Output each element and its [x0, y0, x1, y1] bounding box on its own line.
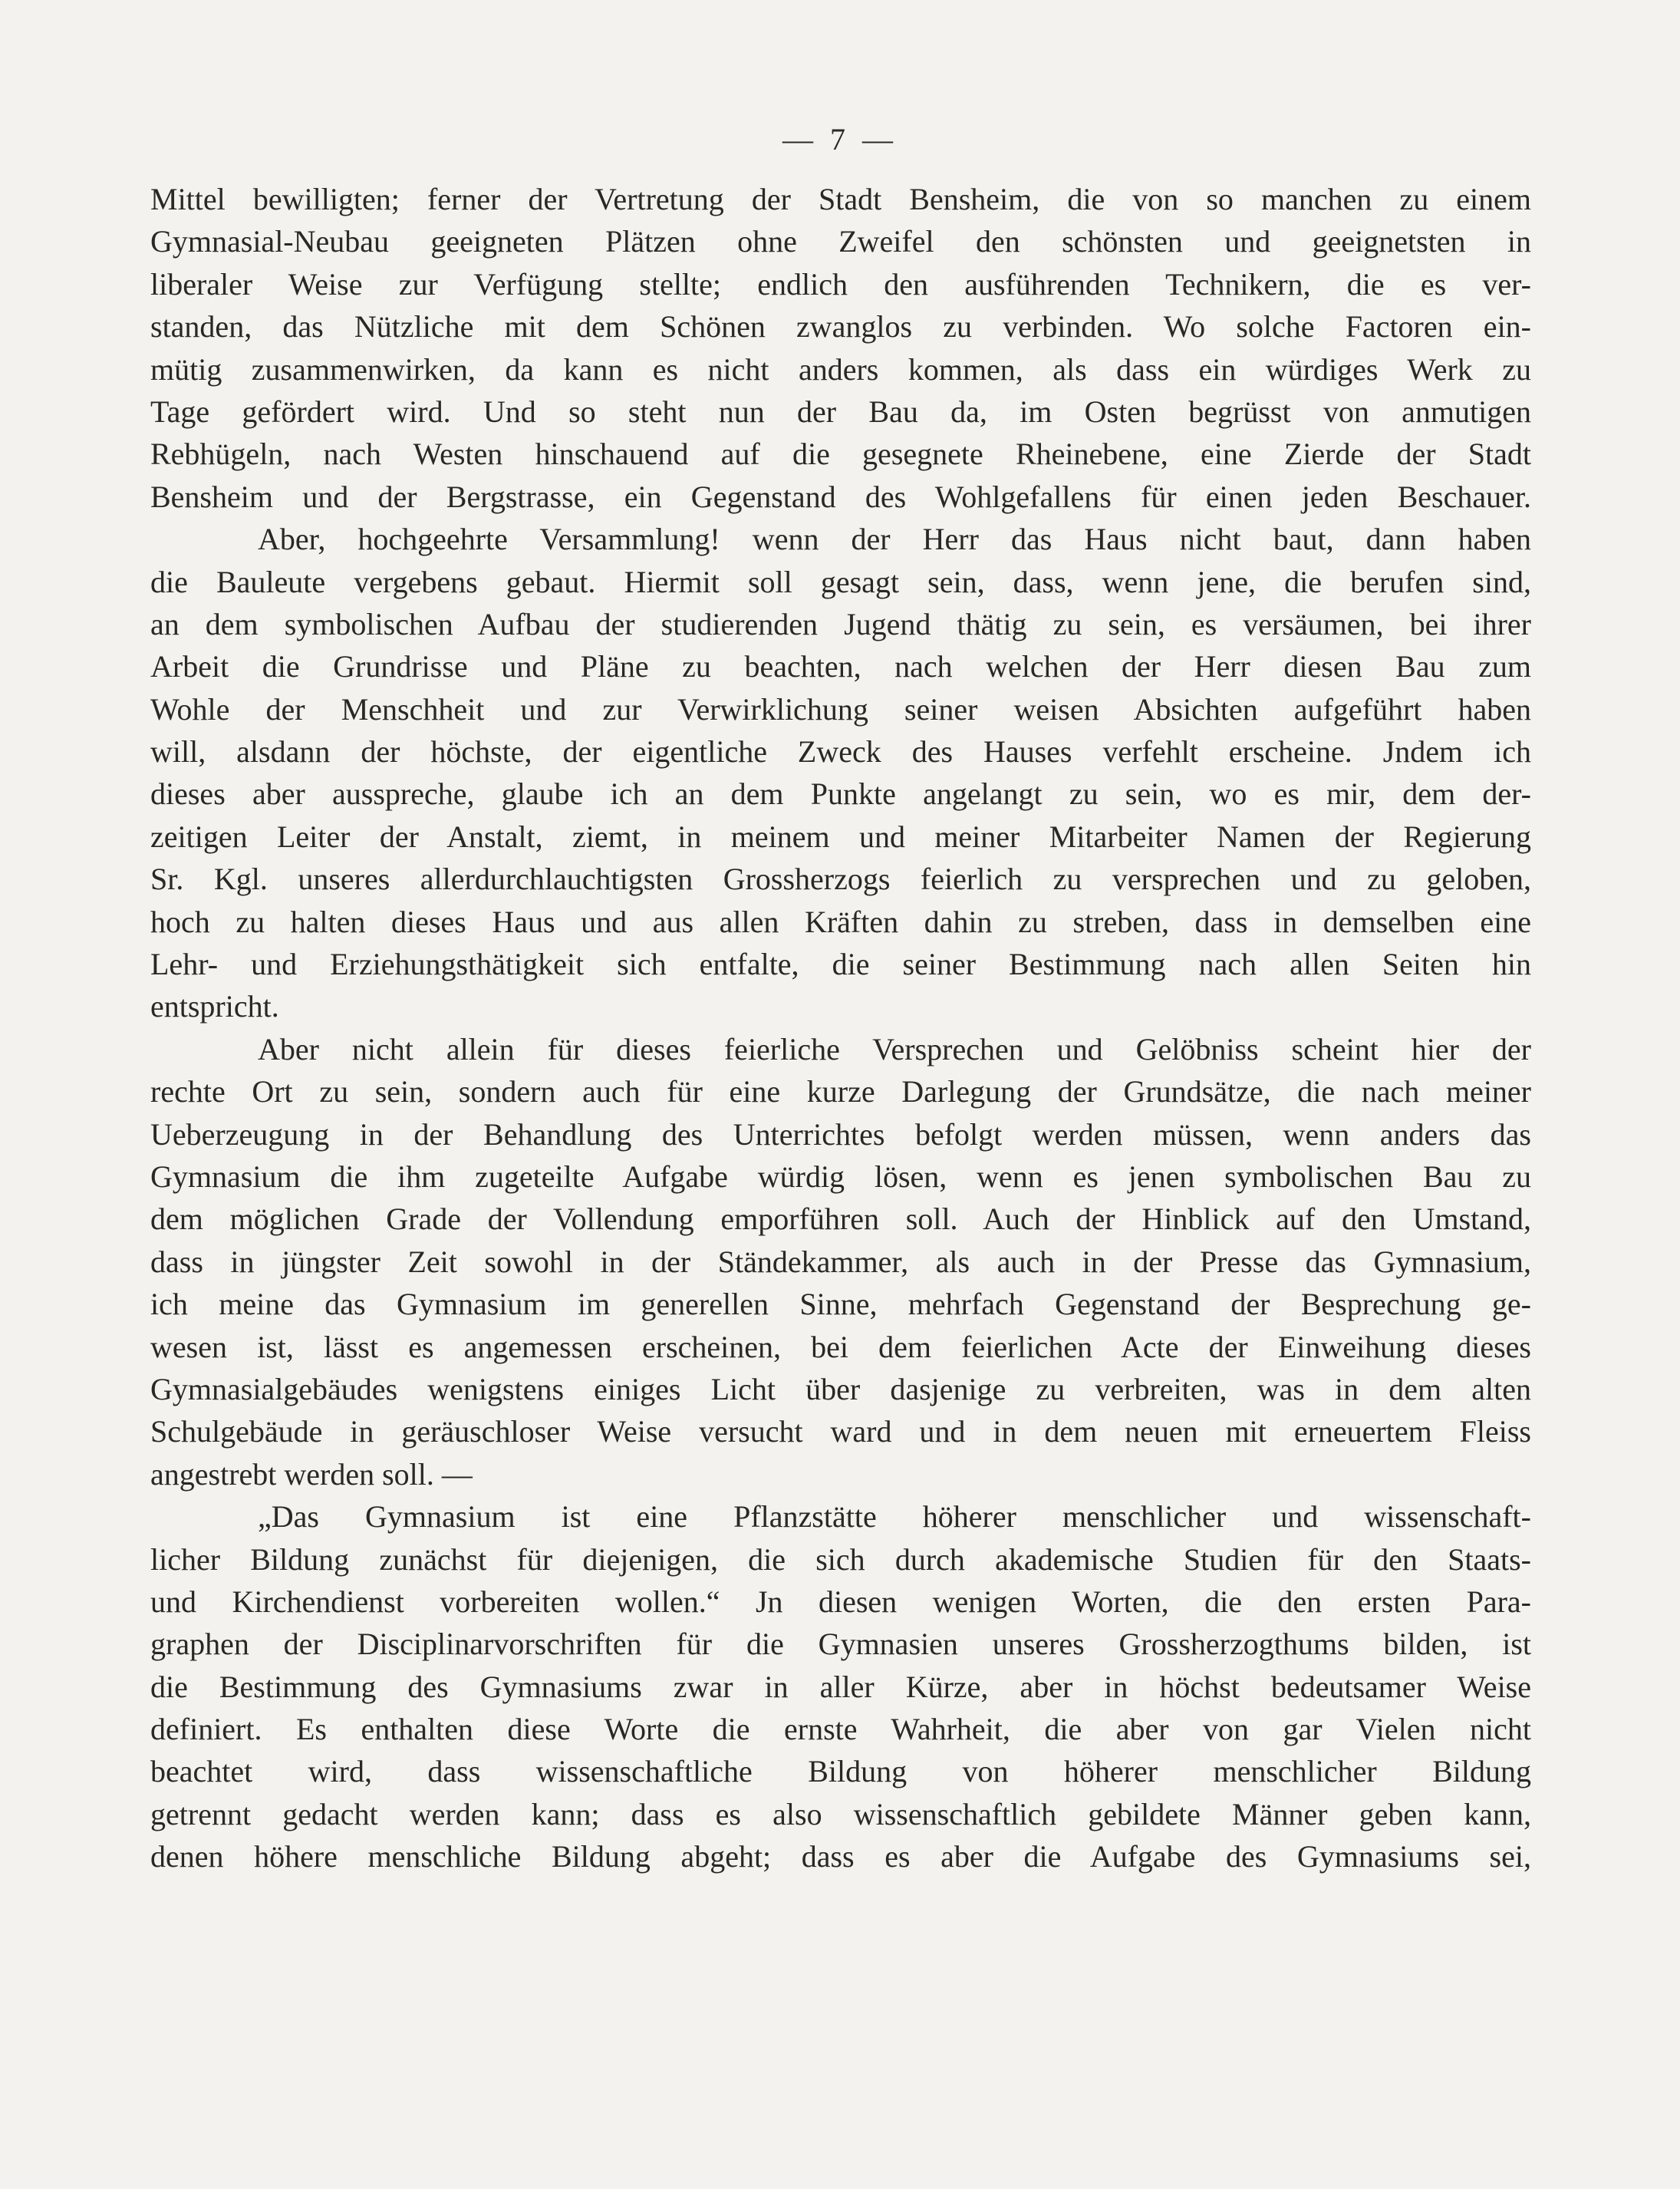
text-line: Aber nicht allein für dieses feierliche Versprechen und Gelöbniss scheint hier der: [258, 1031, 1531, 1066]
paragraph-3: [150, 1028, 1531, 1495]
text-line: Mittel bewilligten; ferner der Vertretung der Stadt Bensheim, die von so manchen zu einem: [150, 182, 1531, 216]
text-line: graphen der Disciplinarvorschriften für die Gymnasien unseres Grossherzogthums bilden, ist: [150, 1627, 1531, 1662]
text-line: und Kirchendienst vorbereiten wollen.“ Jn diesen wenigen Worten, die den ersten Para-: [150, 1584, 1531, 1619]
text-line: Gymnasial-Neubau geeigneten Plätzen ohne Zweifel den schönsten und geeignetsten in: [150, 224, 1531, 259]
text-line: mütig zusammenwirken, da kann es nicht anders kommen, als dass ein würdiges Werk zu: [150, 351, 1531, 387]
paragraph-2: [150, 518, 1531, 1028]
text-line: denen höhere menschliche Bildung abgeht; dass es aber die Aufgabe des Gymnasiums sei,: [150, 1839, 1531, 1874]
text-line: entspricht.: [150, 989, 279, 1024]
text-line: wesen ist, lässt es angemessen erscheinen, bei dem feierlichen Acte der Einweihung dieses: [150, 1329, 1531, 1364]
text-line: an dem symbolischen Aufbau der studierenden Jugend thätig zu sein, es versäumen, bei ihrer: [150, 606, 1531, 641]
text-line: Bensheim und der Bergstrasse, ein Gegenstand des Wohlgefallens für einen jeden Beschauer.: [150, 479, 1531, 514]
text-line: Gymnasialgebäudes wenigstens einiges Licht über dasjenige zu verbreiten, was in dem alten: [150, 1371, 1531, 1406]
text-line: die Bestimmung des Gymnasiums zwar in aller Kürze, aber in höchst bedeutsamer Weise: [150, 1669, 1531, 1704]
text-line: hoch zu halten dieses Haus und aus allen Kräften dahin zu streben, dass in demselben eine: [150, 904, 1531, 939]
text-line: standen, das Nützliche mit dem Schönen zwanglos zu verbinden. Wo solche Factoren ein-: [150, 309, 1531, 345]
paragraph-4: [150, 1495, 1531, 1878]
text-line: Arbeit die Grundrisse und Pläne zu beachten, nach welchen der Herr diesen Bau zum: [150, 649, 1531, 684]
text-line: dass in jüngster Zeit sowohl in der Ständekammer, als auch in der Presse das Gymnasium,: [150, 1244, 1531, 1279]
text-line: Aber, hochgeehrte Versammlung! wenn der Herr das Haus nicht baut, dann haben: [258, 522, 1531, 557]
text-line: definiert. Es enthalten diese Worte die ernste Wahrheit, die aber von gar Vielen nicht: [150, 1712, 1531, 1747]
text-line: dem möglichen Grade der Vollendung emporführen soll. Auch der Hinblick auf den Umstand,: [150, 1202, 1531, 1237]
text-line: Ueberzeugung in der Behandlung des Unterrichtes befolgt werden müssen, wenn anders das: [150, 1116, 1531, 1152]
text-line: angestrebt werden soll. —: [150, 1456, 473, 1492]
text-line: licher Bildung zunächst für diejenigen, die sich durch akademische Studien für den Staats-: [150, 1541, 1531, 1577]
text-line: will, alsdann der höchste, der eigentliche Zweck des Hauses verfehlt erscheine. Jndem ich: [150, 734, 1531, 770]
text-line: liberaler Weise zur Verfügung stellte; endlich den ausführenden Technikern, die es ver-: [150, 266, 1531, 302]
text-line: Rebhügeln, nach Westen hinschauend auf die gesegnete Rheinebene, eine Zierde der Stadt: [150, 437, 1531, 472]
text-line: beachtet wird, dass wissenschaftliche Bildung von höherer menschlicher Bildung: [150, 1754, 1531, 1789]
paragraph-1: [150, 178, 1531, 518]
text-line: ich meine das Gymnasium im generellen Sinne, mehrfach Gegenstand der Besprechung ge-: [150, 1287, 1531, 1322]
body-text: [150, 178, 1531, 1878]
text-line: zeitigen Leiter der Anstalt, ziemt, in meinem und meiner Mitarbeiter Namen der Regierung: [150, 819, 1531, 854]
text-line: Tage gefördert wird. Und so steht nun der Bau da, im Osten begrüsst von anmutigen: [150, 394, 1531, 429]
text-line: Wohle der Menschheit und zur Verwirklichung seiner weisen Absichten aufgeführt haben: [150, 691, 1531, 727]
text-line: die Bauleute vergebens gebaut. Hiermit soll gesagt sein, dass, wenn jene, die berufen sind,: [150, 564, 1531, 599]
text-line: rechte Ort zu sein, sondern auch für eine kurze Darlegung der Grundsätze, die nach meiner: [150, 1074, 1531, 1109]
text-line: getrennt gedacht werden kann; dass es also wissenschaftlich gebildete Männer geben kann,: [150, 1796, 1531, 1831]
text-line: Gymnasium die ihm zugeteilte Aufgabe würdig lösen, wenn es jenen symbolischen Bau zu: [150, 1159, 1531, 1194]
text-line: dieses aber ausspreche, glaube ich an dem Punkte angelangt zu sein, wo es mir, dem der-: [150, 776, 1531, 812]
text-line: Schulgebäude in geräuschloser Weise versucht ward und in dem neuen mit erneuertem Fleiss: [150, 1414, 1531, 1449]
page-number: — 7 —: [782, 122, 898, 157]
text-line: Lehr- und Erziehungsthätigkeit sich entfalte, die seiner Bestimmung nach allen Seiten hin: [150, 947, 1531, 982]
text-line: „Das Gymnasium ist eine Pflanzstätte höherer menschlicher und wissenschaft-: [258, 1499, 1531, 1535]
text-line: Sr. Kgl. unseres allerdurchlauchtigsten Grossherzogs feierlich zu versprechen und zu geloben,: [150, 862, 1531, 897]
